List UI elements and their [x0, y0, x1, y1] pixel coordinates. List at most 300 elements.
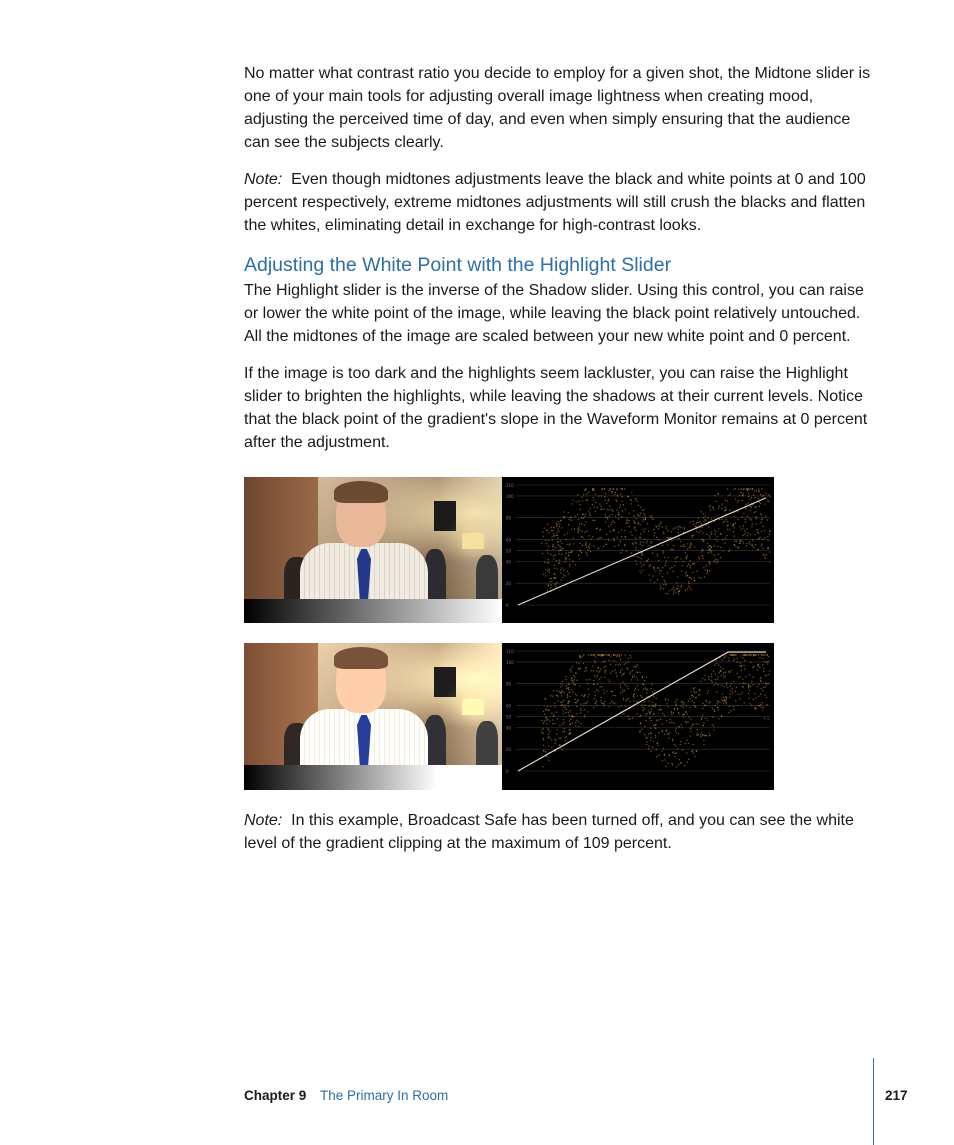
trace-point: [687, 575, 688, 576]
trace-point: [579, 542, 580, 543]
trace-point: [751, 519, 752, 520]
trace-point: [568, 702, 569, 703]
trace-point: [616, 656, 617, 657]
trace-point: [741, 692, 742, 693]
trace-point: [730, 493, 731, 494]
trace-point: [764, 530, 765, 531]
trace-point: [597, 684, 598, 685]
trace-point: [680, 527, 681, 528]
trace-point: [637, 695, 638, 696]
trace-point: [760, 503, 761, 504]
trace-point: [549, 578, 550, 579]
trace-point: [735, 691, 736, 692]
trace-point: [730, 690, 731, 691]
trace-point: [660, 708, 661, 709]
trace-point: [743, 682, 744, 683]
trace-point: [751, 681, 752, 682]
trace-point: [760, 678, 761, 679]
trace-point: [612, 491, 613, 492]
trace-point: [728, 712, 729, 713]
trace-point: [566, 685, 567, 686]
trace-point: [697, 729, 698, 730]
trace-point: [687, 588, 688, 589]
trace-point: [638, 550, 639, 551]
trace-point: [733, 516, 734, 517]
trace-point: [594, 698, 595, 699]
trace-point: [571, 677, 572, 678]
trace-point: [743, 513, 744, 514]
trace-point: [719, 519, 720, 520]
trace-point: [687, 566, 688, 567]
trace-point: [723, 697, 724, 698]
trace-point: [548, 709, 549, 710]
trace-point: [640, 513, 641, 514]
trace-point: [623, 697, 624, 698]
trace-point: [628, 698, 629, 699]
trace-point: [740, 694, 741, 695]
trace-point: [624, 544, 625, 545]
trace-point: [573, 684, 574, 685]
trace-point: [686, 752, 687, 753]
trace-point: [641, 704, 642, 705]
trace-point: [671, 540, 672, 541]
trace-point: [725, 699, 726, 700]
trace-point: [544, 698, 545, 699]
trace-point: [764, 503, 765, 504]
trace-point: [666, 703, 667, 704]
trace-point: [620, 659, 621, 660]
trace-point: [571, 519, 572, 520]
trace-point: [542, 766, 543, 767]
trace-point: [623, 713, 624, 714]
trace-point: [711, 680, 712, 681]
trace-point: [646, 542, 647, 543]
trace-point: [756, 518, 757, 519]
trace-point: [578, 555, 579, 556]
trace-point: [650, 728, 651, 729]
trace-point: [664, 715, 665, 716]
trace-point: [543, 527, 544, 528]
trace-point: [550, 553, 551, 554]
trace-point: [569, 692, 570, 693]
trace-point: [708, 679, 709, 680]
trace-point: [598, 495, 599, 496]
trace-point: [733, 531, 734, 532]
trace-point: [552, 545, 553, 546]
trace-point: [630, 671, 631, 672]
trace-point: [624, 690, 625, 691]
trace-point: [570, 729, 571, 730]
trace-point: [568, 689, 569, 690]
trace-point: [754, 507, 755, 508]
trace-point: [564, 534, 565, 535]
trace-point: [569, 559, 570, 560]
trace-point: [694, 580, 695, 581]
trace-point: [567, 694, 568, 695]
trace-point: [767, 536, 768, 537]
trace-point: [642, 510, 643, 511]
trace-point: [624, 654, 625, 655]
trace-point: [545, 709, 546, 710]
trace-point: [583, 494, 584, 495]
trace-point: [758, 491, 759, 492]
trace-point: [631, 500, 632, 501]
trace-point: [618, 514, 619, 515]
trace-point: [702, 550, 703, 551]
trace-point: [640, 537, 641, 538]
trace-point: [715, 501, 716, 502]
trace-point: [651, 684, 652, 685]
trace-point: [721, 684, 722, 685]
video-frame-image: [244, 477, 502, 599]
trace-point: [601, 686, 602, 687]
trace-point: [675, 701, 676, 702]
trace-point: [762, 539, 763, 540]
trace-point: [602, 661, 603, 662]
trace-point: [708, 546, 709, 547]
trace-point: [650, 579, 651, 580]
trace-point: [543, 711, 544, 712]
graticule-label: 80: [506, 681, 512, 687]
trace-point: [642, 707, 643, 708]
trace-point: [567, 512, 568, 513]
trace-point: [569, 723, 570, 724]
trace-point: [684, 527, 685, 528]
trace-point: [648, 733, 649, 734]
trace-point: [717, 678, 718, 679]
trace-point: [705, 519, 706, 520]
trace-point: [626, 667, 627, 668]
trace-point: [717, 493, 718, 494]
trace-point: [756, 490, 757, 491]
trace-point: [633, 515, 634, 516]
trace-point: [704, 675, 705, 676]
footer-chapter-title[interactable]: The Primary In Room: [320, 1088, 449, 1103]
trace-point: [755, 708, 756, 709]
trace-point: [622, 689, 623, 690]
trace-point: [717, 540, 718, 541]
trace-point: [727, 525, 728, 526]
trace-point: [752, 684, 753, 685]
trace-point: [716, 531, 717, 532]
trace-point: [755, 697, 756, 698]
trace-point: [731, 683, 732, 684]
trace-point: [680, 558, 681, 559]
trace-point: [592, 504, 593, 505]
trace-point: [667, 537, 668, 538]
trace-point: [733, 706, 734, 707]
trace-point: [755, 511, 756, 512]
trace-point: [749, 543, 750, 544]
trace-point: [581, 656, 582, 657]
trace-point: [625, 663, 626, 664]
trace-point: [755, 654, 756, 655]
trace-point: [687, 543, 688, 544]
trace-point: [689, 587, 690, 588]
trace-point: [583, 703, 584, 704]
trace-point: [584, 695, 585, 696]
trace-point: [703, 541, 704, 542]
trace-point: [757, 669, 758, 670]
trace-point: [688, 564, 689, 565]
trace-point: [767, 547, 768, 548]
trace-point: [588, 654, 589, 655]
trace-point: [599, 654, 600, 655]
trace-point: [744, 530, 745, 531]
trace-point: [603, 545, 604, 546]
trace-point: [736, 687, 737, 688]
trace-point: [663, 588, 664, 589]
trace-point: [750, 533, 751, 534]
trace-point: [581, 517, 582, 518]
trace-point: [655, 697, 656, 698]
trace-point: [646, 744, 647, 745]
trace-point: [544, 721, 545, 722]
trace-point: [561, 705, 562, 706]
trace-point: [751, 705, 752, 706]
trace-point: [769, 670, 770, 671]
trace-point: [620, 670, 621, 671]
trace-point: [585, 545, 586, 546]
trace-point: [627, 715, 628, 716]
trace-point: [735, 523, 736, 524]
trace-point: [566, 688, 567, 689]
trace-point: [617, 537, 618, 538]
trace-point: [710, 505, 711, 506]
trace-point: [680, 741, 681, 742]
trace-point: [580, 712, 581, 713]
trace-point: [652, 747, 653, 748]
trace-point: [711, 674, 712, 675]
trace-point: [678, 591, 679, 592]
trace-point: [555, 555, 556, 556]
trace-point: [744, 654, 745, 655]
trace-point: [733, 709, 734, 710]
trace-point: [710, 551, 711, 552]
trace-point: [745, 531, 746, 532]
graticule-label: 60: [506, 703, 512, 709]
trace-point: [744, 683, 745, 684]
trace-point: [676, 557, 677, 558]
trace-point: [625, 536, 626, 537]
trace-point: [629, 655, 630, 656]
trace-point: [702, 555, 703, 556]
trace-point: [765, 557, 766, 558]
trace-point: [662, 760, 663, 761]
trace-point: [611, 691, 612, 692]
trace-point: [560, 569, 561, 570]
trace-point: [688, 585, 689, 586]
trace-point: [543, 739, 544, 740]
trace-point: [622, 496, 623, 497]
trace-point: [543, 722, 544, 723]
trace-point: [547, 523, 548, 524]
trace-point: [582, 545, 583, 546]
trace-point: [621, 675, 622, 676]
trace-point: [718, 664, 719, 665]
trace-point: [723, 522, 724, 523]
trace-point: [548, 546, 549, 547]
trace-point: [691, 751, 692, 752]
trace-point: [562, 681, 563, 682]
trace-point: [752, 677, 753, 678]
trace-point: [678, 532, 679, 533]
trace-point: [703, 722, 704, 723]
trace-point: [675, 732, 676, 733]
trace-point: [560, 683, 561, 684]
trace-point: [686, 556, 687, 557]
trace-point: [562, 723, 563, 724]
trace-point: [563, 722, 564, 723]
trace-point: [603, 667, 604, 668]
graticule-label: 100: [506, 659, 514, 665]
trace-point: [571, 715, 572, 716]
trace-point: [671, 763, 672, 764]
trace-point: [750, 654, 751, 655]
trace-point: [605, 516, 606, 517]
trace-point: [694, 692, 695, 693]
trace-point: [567, 533, 568, 534]
trace-point: [568, 519, 569, 520]
trace-point: [572, 666, 573, 667]
trace-point: [632, 670, 633, 671]
trace-point: [600, 506, 601, 507]
trace-point: [688, 758, 689, 759]
trace-point: [565, 552, 566, 553]
trace-point: [722, 693, 723, 694]
trace-point: [664, 581, 665, 582]
trace-point: [667, 544, 668, 545]
trace-point: [732, 692, 733, 693]
trace-point: [716, 663, 717, 664]
trace-point: [543, 574, 544, 575]
trace-point: [669, 568, 670, 569]
trace-point: [693, 690, 694, 691]
trace-point: [732, 654, 733, 655]
trace-point: [585, 513, 586, 514]
trace-point: [555, 547, 556, 548]
trace-point: [726, 535, 727, 536]
trace-point: [725, 510, 726, 511]
trace-point: [637, 514, 638, 515]
trace-point: [557, 532, 558, 533]
trace-point: [645, 688, 646, 689]
graticule-label: 100: [506, 493, 514, 499]
trace-point: [592, 497, 593, 498]
trace-point: [632, 718, 633, 719]
trace-point: [687, 762, 688, 763]
trace-point: [606, 534, 607, 535]
trace-point: [564, 728, 565, 729]
trace-point: [642, 697, 643, 698]
trace-point: [618, 545, 619, 546]
trace-point: [696, 723, 697, 724]
trace-point: [571, 689, 572, 690]
trace-point: [762, 526, 763, 527]
trace-point: [637, 501, 638, 502]
trace-point: [573, 675, 574, 676]
trace-point: [686, 705, 687, 706]
trace-point: [709, 733, 710, 734]
trace-point: [541, 542, 542, 543]
trace-point: [684, 765, 685, 766]
trace-point: [751, 497, 752, 498]
trace-point: [742, 654, 743, 655]
trace-point: [690, 567, 691, 568]
trace-point: [712, 717, 713, 718]
trace-point: [604, 500, 605, 501]
trace-point: [608, 490, 609, 491]
trace-point: [693, 688, 694, 689]
trace-point: [653, 535, 654, 536]
trace-point: [592, 536, 593, 537]
trace-point: [555, 742, 556, 743]
trace-point: [555, 583, 556, 584]
trace-point: [709, 570, 710, 571]
trace-point: [711, 724, 712, 725]
trace-point: [586, 702, 587, 703]
trace-point: [721, 503, 722, 504]
trace-point: [703, 740, 704, 741]
trace-point: [624, 488, 625, 489]
trace-point: [683, 706, 684, 707]
trace-point: [693, 705, 694, 706]
trace-point: [549, 720, 550, 721]
trace-point: [748, 687, 749, 688]
trace-point: [687, 740, 688, 741]
trace-point: [657, 743, 658, 744]
footer-chapter: Chapter 9: [244, 1088, 307, 1103]
trace-point: [661, 750, 662, 751]
trace-point: [612, 511, 613, 512]
trace-point: [653, 713, 654, 714]
trace-point: [676, 704, 677, 705]
trace-point: [548, 532, 549, 533]
trace-point: [662, 550, 663, 551]
trace-point: [553, 555, 554, 556]
trace-point: [753, 699, 754, 700]
trace-point: [554, 564, 555, 565]
trace-point: [587, 499, 588, 500]
trace-point: [716, 691, 717, 692]
trace-point: [755, 534, 756, 535]
trace-point: [589, 543, 590, 544]
trace-point: [545, 717, 546, 718]
trace-point: [649, 516, 650, 517]
trace-point: [707, 693, 708, 694]
trace-point: [735, 488, 736, 489]
trace-point: [581, 497, 582, 498]
trace-point: [705, 524, 706, 525]
trace-point: [595, 502, 596, 503]
trace-point: [587, 701, 588, 702]
trace-point: [573, 682, 574, 683]
trace-point: [542, 531, 543, 532]
trace-point: [732, 525, 733, 526]
trace-point: [746, 545, 747, 546]
trace-point: [686, 713, 687, 714]
trace-point: [562, 731, 563, 732]
trace-point: [748, 686, 749, 687]
trace-point: [685, 573, 686, 574]
trace-point: [597, 667, 598, 668]
trace-point: [724, 700, 725, 701]
trace-point: [572, 723, 573, 724]
trace-point: [607, 518, 608, 519]
trace-point: [617, 654, 618, 655]
trace-point: [568, 715, 569, 716]
trace-point: [677, 556, 678, 557]
